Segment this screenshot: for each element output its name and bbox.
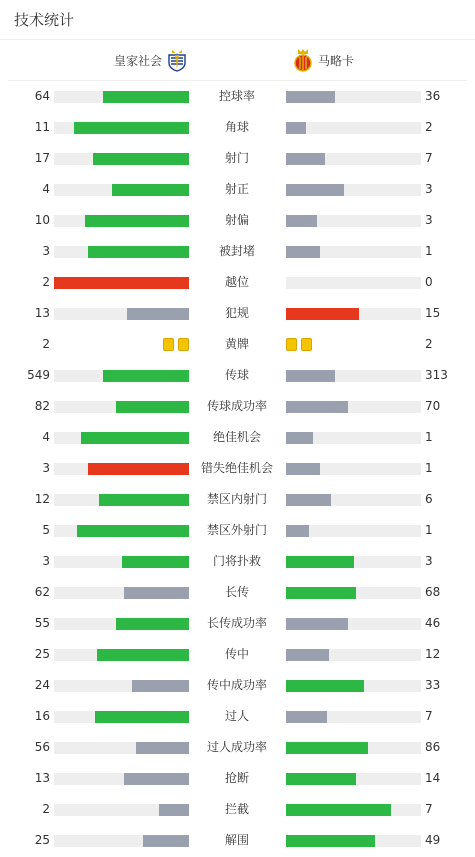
stat-row	[0, 236, 475, 267]
home-value: 55	[34, 616, 50, 630]
away-bar-fill	[286, 587, 356, 599]
home-bar-track	[54, 277, 189, 289]
stat-label: 绝佳机会	[212, 430, 261, 444]
home-value: 10	[34, 213, 50, 227]
mallorca-crest-icon	[292, 48, 314, 72]
away-value: 1	[425, 244, 433, 258]
away-team[interactable]	[292, 40, 354, 80]
away-bar-fill	[286, 804, 391, 816]
home-bar-fill	[103, 91, 189, 103]
stat-label: 传球成功率	[206, 399, 267, 413]
home-bar-fill	[122, 556, 190, 568]
home-bar-track	[54, 122, 189, 134]
home-bar-track	[54, 835, 189, 847]
away-value: 313	[425, 368, 448, 382]
away-value: 7	[425, 151, 433, 165]
home-team[interactable]	[114, 40, 188, 80]
home-bar-fill	[103, 370, 189, 382]
away-value: 68	[425, 585, 441, 599]
home-value: 2	[42, 337, 50, 351]
away-value: 36	[425, 89, 441, 103]
home-value: 16	[34, 709, 50, 723]
home-bar-fill	[116, 618, 189, 630]
home-bar-track	[54, 215, 189, 227]
teams-header	[8, 40, 467, 81]
home-bar-track	[54, 556, 189, 568]
home-bar-track	[54, 742, 189, 754]
away-bar-track	[286, 277, 421, 289]
stat-label: 传中	[224, 647, 249, 661]
away-value: 70	[425, 399, 441, 413]
stat-label: 射偏	[224, 213, 249, 227]
home-value: 4	[42, 430, 50, 444]
away-bar-track	[286, 308, 421, 320]
stat-row	[0, 484, 475, 515]
away-value: 7	[425, 709, 433, 723]
away-value: 3	[425, 213, 433, 227]
home-value: 3	[42, 461, 50, 475]
stat-row	[0, 143, 475, 174]
away-bar-fill	[286, 370, 335, 382]
away-bar-track	[286, 773, 421, 785]
home-bar-track	[54, 587, 189, 599]
away-bar-track	[286, 401, 421, 413]
home-bar-fill	[77, 525, 189, 537]
stat-label: 长传成功率	[206, 616, 267, 630]
home-value: 25	[34, 833, 50, 847]
away-bar-track	[286, 556, 421, 568]
away-bar-track	[286, 587, 421, 599]
stat-label: 射门	[224, 151, 249, 165]
stat-row	[0, 732, 475, 763]
stat-label: 黄牌	[224, 337, 249, 351]
home-bar-fill	[99, 494, 189, 506]
home-bar-track	[54, 711, 189, 723]
yellow-card-icon	[163, 338, 174, 351]
home-bar-fill	[143, 835, 189, 847]
home-bar-track	[54, 184, 189, 196]
stat-label: 越位	[224, 275, 249, 289]
away-bar-track	[286, 680, 421, 692]
home-value: 62	[34, 585, 50, 599]
stat-row	[0, 112, 475, 143]
away-bar-fill	[286, 215, 317, 227]
stat-label: 犯规	[224, 306, 249, 320]
away-bar-track	[286, 153, 421, 165]
home-value: 13	[34, 306, 50, 320]
yellow-card-icon	[301, 338, 312, 351]
home-bar-track	[54, 494, 189, 506]
stat-row	[0, 298, 475, 329]
stat-row	[0, 329, 475, 360]
stat-label: 射正	[224, 182, 249, 196]
home-bar-track	[54, 432, 189, 444]
home-value: 17	[34, 151, 50, 165]
home-bar-track	[54, 773, 189, 785]
stat-row	[0, 267, 475, 298]
away-bar-fill	[286, 742, 368, 754]
page-header	[0, 0, 475, 40]
away-yellow-cards	[286, 338, 312, 352]
home-bar-fill	[136, 742, 189, 754]
stat-row	[0, 701, 475, 732]
home-bar-fill	[116, 401, 189, 413]
home-value: 82	[34, 399, 50, 413]
away-bar-fill	[286, 91, 335, 103]
away-value: 3	[425, 182, 433, 196]
away-value: 46	[425, 616, 441, 630]
away-value: 86	[425, 740, 441, 754]
stat-label: 传球	[224, 368, 249, 382]
home-team-name: 皇家社会	[114, 53, 163, 68]
stats-list	[0, 81, 475, 856]
stat-row	[0, 546, 475, 577]
stat-row	[0, 670, 475, 701]
stat-row	[0, 174, 475, 205]
home-bar-fill	[127, 308, 189, 320]
away-bar-track	[286, 742, 421, 754]
away-team-name: 马略卡	[318, 53, 355, 68]
home-bar-fill	[124, 773, 189, 785]
away-bar-fill	[286, 184, 344, 196]
home-bar-fill	[74, 122, 189, 134]
away-value: 0	[425, 275, 433, 289]
home-bar-fill	[132, 680, 189, 692]
yellow-card-icon	[286, 338, 297, 351]
away-bar-track	[286, 91, 421, 103]
away-value: 14	[425, 771, 441, 785]
stat-label: 角球	[224, 120, 249, 134]
home-value: 3	[42, 554, 50, 568]
stat-row	[0, 453, 475, 484]
away-bar-fill	[286, 153, 325, 165]
away-value: 12	[425, 647, 441, 661]
stat-label: 控球率	[218, 89, 255, 103]
home-value: 2	[42, 275, 50, 289]
home-bar-track	[54, 153, 189, 165]
stat-label: 抢断	[224, 771, 249, 785]
home-bar-fill	[95, 711, 190, 723]
home-value: 24	[34, 678, 50, 692]
home-bar-track	[54, 525, 189, 537]
home-bar-track	[54, 618, 189, 630]
home-bar-track	[54, 463, 189, 475]
away-value: 3	[425, 554, 433, 568]
home-bar-track	[54, 370, 189, 382]
away-value: 6	[425, 492, 433, 506]
stat-row	[0, 205, 475, 236]
away-bar-fill	[286, 556, 354, 568]
away-bar-fill	[286, 401, 348, 413]
stat-label: 错失绝佳机会	[200, 461, 273, 475]
away-value: 1	[425, 430, 433, 444]
away-bar-track	[286, 370, 421, 382]
stat-row	[0, 360, 475, 391]
away-bar-track	[286, 525, 421, 537]
stat-row	[0, 763, 475, 794]
home-value: 549	[27, 368, 50, 382]
home-bar-track	[54, 401, 189, 413]
home-bar-fill	[88, 463, 189, 475]
away-bar-track	[286, 246, 421, 258]
away-bar-fill	[286, 246, 320, 258]
page-title: 技术统计	[14, 11, 75, 29]
home-bar-fill	[93, 153, 189, 165]
home-value: 25	[34, 647, 50, 661]
home-value: 56	[34, 740, 50, 754]
away-bar-fill	[286, 618, 348, 630]
home-value: 4	[42, 182, 50, 196]
stat-label: 长传	[224, 585, 249, 599]
away-bar-track	[286, 618, 421, 630]
stat-row	[0, 515, 475, 546]
away-value: 1	[425, 461, 433, 475]
away-bar-fill	[286, 122, 306, 134]
stat-label: 过人	[224, 709, 249, 723]
home-value: 3	[42, 244, 50, 258]
stat-row	[0, 639, 475, 670]
home-bar-fill	[88, 246, 189, 258]
away-bar-fill	[286, 649, 329, 661]
stat-row	[0, 81, 475, 112]
home-value: 13	[34, 771, 50, 785]
stat-label: 禁区外射门	[206, 523, 267, 537]
home-value: 5	[42, 523, 50, 537]
home-bar-fill	[54, 277, 189, 289]
stat-row	[0, 577, 475, 608]
away-bar-fill	[286, 835, 375, 847]
home-bar-fill	[81, 432, 189, 444]
home-bar-track	[54, 91, 189, 103]
away-bar-fill	[286, 773, 356, 785]
away-bar-track	[286, 122, 421, 134]
away-bar-track	[286, 184, 421, 196]
home-bar-track	[54, 804, 189, 816]
stat-label: 禁区内射门	[206, 492, 267, 506]
home-value: 12	[34, 492, 50, 506]
stat-label: 解围	[224, 833, 249, 847]
away-value: 49	[425, 833, 441, 847]
stat-label: 被封堵	[218, 244, 255, 258]
home-bar-track	[54, 246, 189, 258]
away-bar-track	[286, 804, 421, 816]
away-bar-track	[286, 463, 421, 475]
away-value: 15	[425, 306, 441, 320]
away-bar-fill	[286, 711, 327, 723]
home-value: 11	[34, 120, 50, 134]
away-bar-fill	[286, 463, 320, 475]
home-bar-fill	[97, 649, 189, 661]
stat-row	[0, 825, 475, 856]
away-bar-fill	[286, 432, 313, 444]
yellow-card-icon	[178, 338, 189, 351]
home-value: 64	[34, 89, 50, 103]
stat-row	[0, 391, 475, 422]
away-value: 7	[425, 802, 433, 816]
stat-label: 传中成功率	[206, 678, 267, 692]
away-bar-fill	[286, 494, 331, 506]
away-value: 1	[425, 523, 433, 537]
home-bar-fill	[124, 587, 189, 599]
away-value: 2	[425, 337, 433, 351]
home-bar-fill	[112, 184, 189, 196]
stat-row	[0, 422, 475, 453]
away-value: 2	[425, 120, 433, 134]
home-bar-fill	[159, 804, 189, 816]
stat-row	[0, 608, 475, 639]
stat-row	[0, 794, 475, 825]
away-bar-track	[286, 494, 421, 506]
away-bar-track	[286, 649, 421, 661]
away-bar-track	[286, 215, 421, 227]
home-yellow-cards	[163, 338, 189, 352]
home-value: 2	[42, 802, 50, 816]
away-bar-track	[286, 432, 421, 444]
home-bar-track	[54, 649, 189, 661]
stat-label: 拦截	[224, 802, 249, 816]
away-bar-track	[286, 711, 421, 723]
home-bar-fill	[85, 215, 189, 227]
home-bar-track	[54, 308, 189, 320]
stat-label: 门将扑救	[212, 554, 261, 568]
away-bar-fill	[286, 680, 364, 692]
away-value: 33	[425, 678, 441, 692]
home-bar-track	[54, 680, 189, 692]
real-sociedad-crest-icon	[166, 48, 188, 72]
away-bar-fill	[286, 525, 309, 537]
away-bar-track	[286, 835, 421, 847]
stat-label: 过人成功率	[206, 740, 267, 754]
away-bar-fill	[286, 308, 359, 320]
